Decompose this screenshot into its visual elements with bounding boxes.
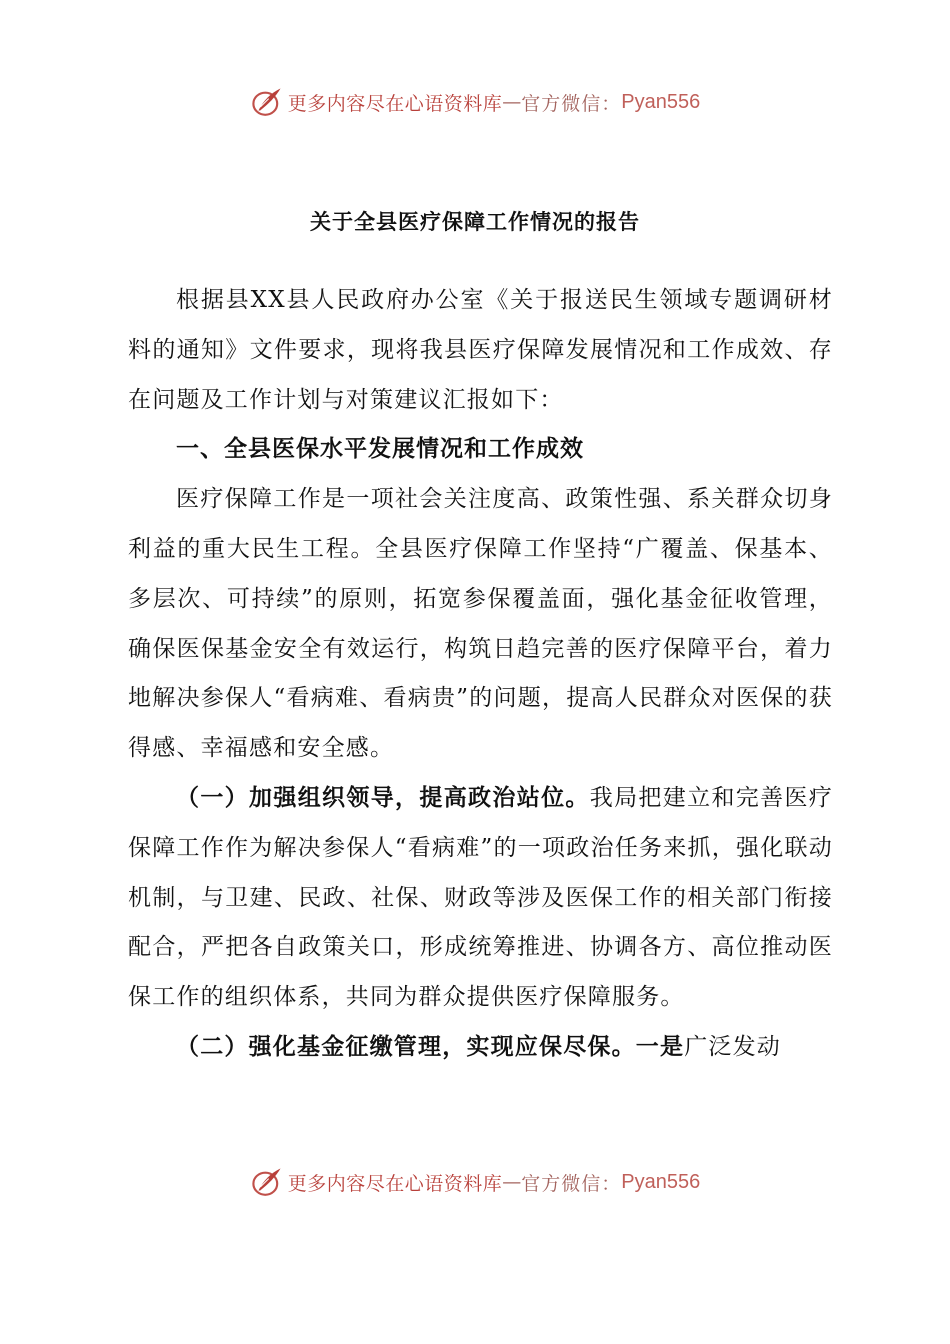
watermark-wechat-id: Pyan556 <box>621 90 701 113</box>
item-body-1: 我局把建立和完善医疗保障工作作为解决参保人“看病难”的一项政治任务来抓，强化联动机制，与卫建、民政、社保、财政等涉及医保工作的相关部门衔接配合，严把各自政策关口，形成统筹推进、协调各方、高位推动医保工作的组织体系，共同为群众提供医疗保障服务。 <box>128 784 833 1011</box>
watermark-banner-bottom <box>0 1162 950 1202</box>
document-body <box>128 276 833 1073</box>
section-paragraph: 医疗保障工作是一项社会关注度高、政策性强、系关群众切身利益的重大民生工程。全县医疗保障工作坚持“广覆盖、保基本、多层次、可持续”的原则，拓宽参保覆盖面，强化基金征收管理，确保医保基金安全有效运行，构筑日趋完善的医疗保障平台，着力地解决参保人“看病难、看病贵”的问题，提高人民群众对医保的获得感、幸福感和安全感。 <box>128 486 833 762</box>
watermark-banner-top <box>0 82 950 122</box>
item-paragraph-1 <box>128 774 833 1023</box>
watermark-separator: — <box>502 1171 522 1193</box>
document-title: 关于全县医疗保障工作情况的报告 <box>310 210 640 234</box>
item-lead-2: （二）强化基金征缴管理，实现应保尽保。一是 <box>176 1033 685 1060</box>
quill-logo-icon <box>250 1165 284 1199</box>
item-body-2: 广泛发动 <box>684 1033 782 1060</box>
watermark-main-text: 更多内容尽在心语资料库 <box>287 92 503 115</box>
watermark-wechat-label: 官方微信： <box>521 92 622 115</box>
watermark-separator: — <box>502 91 522 113</box>
intro-paragraph: 根据县XX县人民政府办公室《关于报送民生领域专题调研材料的通知》文件要求，现将我县医疗保障发展情况和工作成效、存在问题及工作计划与对策建议汇报如下： <box>128 287 833 413</box>
watermark-wechat-label: 官方微信： <box>521 1172 622 1195</box>
watermark-wechat-id: Pyan556 <box>621 1170 701 1193</box>
section-heading: 一、全县医保水平发展情况和工作成效 <box>176 436 584 463</box>
item-paragraph-2 <box>128 1023 833 1073</box>
quill-logo-icon <box>250 85 284 119</box>
watermark-main-text: 更多内容尽在心语资料库 <box>287 1172 503 1195</box>
item-lead-1: （一）加强组织领导，提高政治站位。 <box>176 784 590 811</box>
